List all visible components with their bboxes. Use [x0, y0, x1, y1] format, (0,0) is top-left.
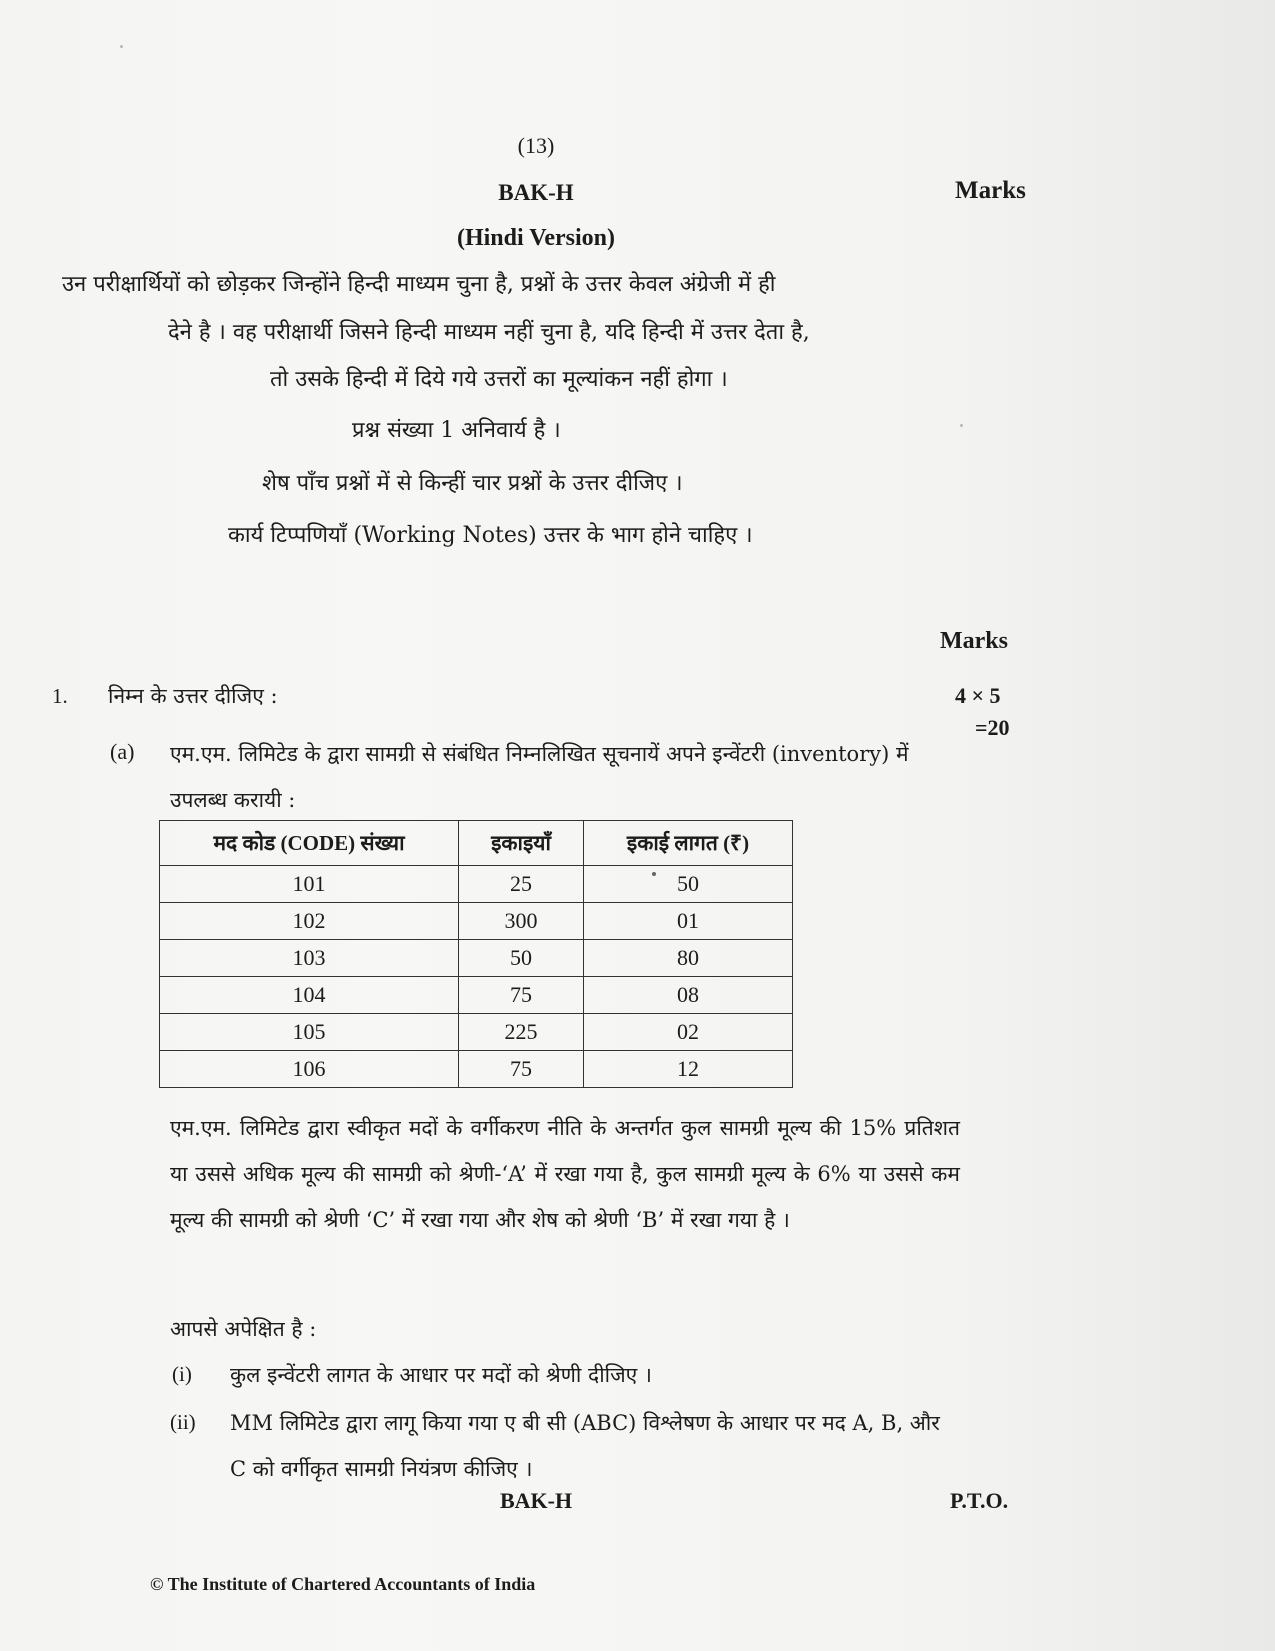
cell-cost: 01 — [584, 903, 793, 940]
scan-speck — [120, 45, 123, 48]
paper-code-header: BAK-H — [498, 180, 574, 205]
table-row — [160, 940, 793, 977]
part-a-label: (a) — [110, 739, 135, 764]
cell-code: 101 — [160, 866, 459, 903]
table-header-row — [160, 821, 793, 866]
pto-label: P.T.O. — [950, 1488, 1009, 1513]
cell-cost: 02 — [584, 1014, 793, 1051]
instruction-line-2: देने है । वह परीक्षार्थी जिसने हिन्दी माध्यम नहीं चुना है, यदि हिन्दी में उत्तर देता है, — [168, 320, 810, 345]
cell-code: 105 — [160, 1014, 459, 1051]
cell-code: 106 — [160, 1051, 459, 1088]
instruction-line-6: कार्य टिप्पणियाँ (Working Notes) उत्तर के भाग होने चाहिए । — [228, 523, 753, 548]
sub-item-ii-text: MM लिमिटेड द्वारा लागू किया गया ए बी सी (ABC) विश्लेषण के आधार पर मद A, B, और C को वर्गीकृत सामग्री नियंत्रण कीजिए । — [230, 1411, 940, 1481]
table-row — [160, 1014, 793, 1051]
table-row — [160, 977, 793, 1014]
question-text: निम्न के उत्तर दीजिए : — [108, 684, 278, 708]
copyright-footer: © The Institute of Chartered Accountants of India — [150, 1574, 536, 1594]
page-number: (13) — [517, 133, 555, 158]
cell-units: 75 — [459, 1051, 584, 1088]
cell-cost: 12 — [584, 1051, 793, 1088]
scan-speck — [652, 872, 656, 876]
instruction-line-3: तो उसके हिन्दी में दिये गये उत्तरों का मूल्यांकन नहीं होगा । — [270, 367, 728, 392]
cell-cost: 80 — [584, 940, 793, 977]
header-units: इकाइयाँ — [459, 821, 584, 866]
part-a-text: एम.एम. लिमिटेड के द्वारा सामग्री से संबंधित निम्नलिखित सूचनायें अपने इन्वेंटरी (inventory) में उपलब्ध करायी : — [170, 742, 909, 812]
classification-policy-paragraph: एम.एम. लिमिटेड द्वारा स्वीकृत मदों के वर्गीकरण नीति के अन्तर्गत कुल सामग्री मूल्य की 15% प्रतिशत या उससे अधिक मूल्य की सामग्री को श्रेणी-‘A’ में रखा गया है, कुल सामग्री मूल्य के 6% या उससे कम मूल्य की सामग्री को श्रेणी ‘C’ में रखा गया और शेष को श्रेणी ‘B’ में रखा गया है । — [170, 1116, 960, 1232]
scan-speck — [960, 424, 963, 427]
question-number: 1. — [52, 684, 68, 708]
version-title: (Hindi Version) — [456, 225, 616, 251]
cell-code: 102 — [160, 903, 459, 940]
header-item-code: मद कोड (CODE) संख्या — [160, 821, 459, 866]
cell-code: 104 — [160, 977, 459, 1014]
cell-cost: 50 — [584, 866, 793, 903]
question-marks-total: =20 — [975, 715, 1010, 740]
cell-cost: 08 — [584, 977, 793, 1014]
marks-heading: Marks — [940, 628, 1008, 654]
cell-units: 225 — [459, 1014, 584, 1051]
paper-code-footer: BAK-H — [499, 1488, 573, 1513]
table-row — [160, 1051, 793, 1088]
inventory-table — [159, 820, 793, 1088]
table-row — [160, 866, 793, 903]
header-unit-cost: इकाई लागत (₹) — [584, 821, 793, 866]
question-marks-formula: 4 × 5 — [955, 683, 1001, 708]
required-label: आपसे अपेक्षित है : — [170, 1317, 317, 1341]
sub-item-i-label: (i) — [172, 1362, 192, 1386]
cell-units: 50 — [459, 940, 584, 977]
sub-item-ii-label: (ii) — [170, 1410, 196, 1434]
cell-units: 300 — [459, 903, 584, 940]
cell-units: 25 — [459, 866, 584, 903]
instruction-line-1: उन परीक्षार्थियों को छोड़कर जिन्होंने हिन्दी माध्यम चुना है, प्रश्नों के उत्तर केवल अंग्रेजी में ही — [62, 272, 776, 297]
instruction-line-4: प्रश्न संख्या 1 अनिवार्य है । — [352, 418, 561, 443]
sub-item-i-text: कुल इन्वेंटरी लागत के आधार पर मदों को श्रेणी दीजिए । — [230, 1363, 652, 1387]
instruction-line-5: शेष पाँच प्रश्नों में से किन्हीं चार प्रश्नों के उत्तर दीजिए । — [262, 471, 683, 496]
marks-label-top: Marks — [955, 177, 1026, 204]
cell-code: 103 — [160, 940, 459, 977]
cell-units: 75 — [459, 977, 584, 1014]
table-row — [160, 903, 793, 940]
